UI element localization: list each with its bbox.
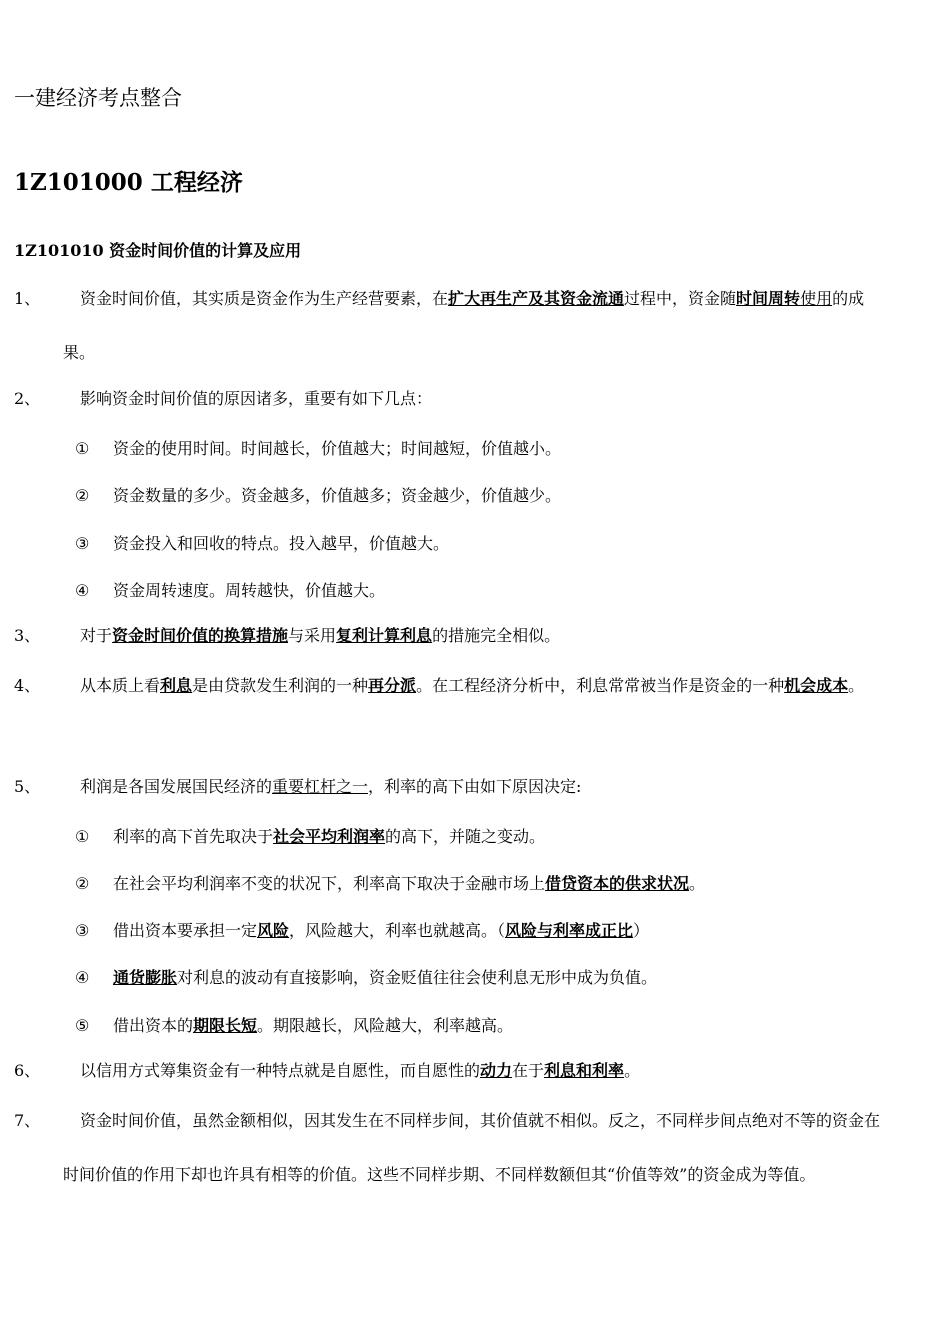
text-run: 资金的使用时间。时间越长，价值越大；时间越短，价值越小。 bbox=[113, 439, 562, 458]
text-run: 对利息的波动有直接影响，资金贬值往往会使利息无形中成为负值。 bbox=[177, 968, 658, 987]
sub-item-marker: ② bbox=[75, 874, 90, 893]
text-run: 影响资金时间价值的原因诸多，重要有如下几点： bbox=[80, 389, 433, 408]
text-run: 与采用 bbox=[288, 626, 337, 645]
item-number: 3、 bbox=[14, 626, 41, 645]
key-term: 通货膨胀 bbox=[113, 968, 178, 987]
sub-item bbox=[75, 919, 649, 943]
text-run: 利率的高下首先取决于 bbox=[113, 827, 274, 846]
list-item bbox=[14, 1044, 894, 1098]
sub-item-marker: ⑤ bbox=[75, 1016, 90, 1035]
key-term: 风险与利率成正比 bbox=[505, 921, 634, 940]
document-title: 一建经济考点整合 bbox=[14, 86, 182, 110]
sub-item bbox=[75, 825, 545, 849]
list-item bbox=[14, 272, 894, 380]
key-term: 使用 bbox=[800, 289, 833, 308]
item-number: 6、 bbox=[14, 1061, 41, 1080]
sub-item-marker: ③ bbox=[75, 534, 90, 553]
sub-item bbox=[75, 532, 449, 556]
item-number: 7、 bbox=[14, 1111, 41, 1130]
text-run: ，风险越大，利率也就越高。（ bbox=[289, 921, 506, 940]
item-number: 1、 bbox=[14, 289, 41, 308]
key-term: 重要杠杆之一 bbox=[272, 777, 369, 796]
text-run: 在于 bbox=[512, 1061, 545, 1080]
text-run: 利润是各国发展国民经济的 bbox=[80, 777, 273, 796]
item-text bbox=[14, 609, 894, 663]
text-run: 是由贷款发生利润的一种 bbox=[192, 676, 369, 695]
key-term: 动力 bbox=[480, 1061, 513, 1080]
key-term: 社会平均利润率 bbox=[273, 827, 386, 846]
text-run: 过程中，资金随 bbox=[624, 289, 737, 308]
key-term: 再分派 bbox=[368, 676, 417, 695]
text-run: ，利率的高下由如下原因决定: bbox=[368, 777, 582, 796]
sub-item-marker: ② bbox=[75, 486, 90, 505]
item-text bbox=[14, 1044, 894, 1098]
item-text bbox=[14, 372, 894, 426]
key-term: 借贷资本的供求状况 bbox=[545, 874, 690, 893]
sub-item bbox=[75, 966, 657, 990]
list-item bbox=[14, 659, 894, 713]
sub-item bbox=[75, 437, 561, 461]
text-run: 资金时间价值，其实质是资金作为生产经营要素，在 bbox=[80, 289, 449, 308]
item-text bbox=[14, 760, 894, 814]
key-term: 时间周转 bbox=[736, 289, 801, 308]
text-run: 的高下，并随之变动。 bbox=[385, 827, 546, 846]
text-run: 借出资本要承担一定 bbox=[113, 921, 258, 940]
chapter-heading: 1Z101000 工程经济 bbox=[14, 169, 243, 196]
item-text bbox=[14, 272, 894, 380]
text-run: 以信用方式筹集资金有一种特点就是自愿性，而自愿性的 bbox=[80, 1061, 481, 1080]
sub-item-marker: ③ bbox=[75, 921, 90, 940]
key-term: 风险 bbox=[257, 921, 290, 940]
key-term: 机会成本 bbox=[784, 676, 849, 695]
text-run: 资金周转速度。周转越快，价值越大。 bbox=[113, 581, 386, 600]
key-term: 扩大再生产及其资金流通 bbox=[448, 289, 625, 308]
text-run: 从本质上看 bbox=[80, 676, 161, 695]
item-text bbox=[14, 1094, 894, 1202]
sub-item bbox=[75, 1014, 513, 1038]
item-number: 5、 bbox=[14, 777, 41, 796]
item-number: 2、 bbox=[14, 389, 41, 408]
list-item bbox=[14, 760, 894, 814]
text-run: 资金数量的多少。资金越多，价值越多；资金越少，价值越少。 bbox=[113, 486, 562, 505]
text-run: 。期限越长，风险越大，利率越高。 bbox=[257, 1016, 514, 1035]
sub-item-marker: ① bbox=[75, 439, 90, 458]
text-run: 资金时间价值，虽然金额相似，因其发生在不同样步间，其价值就不相似。反之，不同样步间点绝对不等的资金在时间价值的作用下却也许具有相等的价值。这些不同样步期、不同样数额但其“价值等效”的资金成为等值。 bbox=[63, 1111, 881, 1184]
list-item bbox=[14, 609, 894, 663]
text-run: 资金投入和回收的特点。投入越早，价值越大。 bbox=[113, 534, 450, 553]
sub-item-marker: ④ bbox=[75, 581, 90, 600]
text-run: 借出资本的 bbox=[113, 1016, 194, 1035]
text-run: 的措施完全相似。 bbox=[432, 626, 561, 645]
list-item bbox=[14, 1094, 894, 1202]
sub-item-marker: ④ bbox=[75, 968, 90, 987]
text-run: 。 bbox=[624, 1061, 641, 1080]
key-term: 复利计算利息 bbox=[336, 626, 433, 645]
key-term: 资金时间价值的换算措施 bbox=[112, 626, 289, 645]
item-text bbox=[14, 659, 894, 713]
sub-item-marker: ① bbox=[75, 827, 90, 846]
text-run: 。在工程经济分析中，利息常常被当作是资金的一种 bbox=[416, 676, 785, 695]
text-run: ） bbox=[633, 921, 650, 940]
list-item bbox=[14, 372, 894, 426]
text-run: 在社会平均利润率不变的状况下，利率高下取决于金融市场上 bbox=[113, 874, 546, 893]
text-run: 的成果。 bbox=[63, 289, 865, 362]
key-term: 利息和利率 bbox=[544, 1061, 625, 1080]
text-run: 对于 bbox=[80, 626, 113, 645]
key-term: 利息 bbox=[160, 676, 193, 695]
section-heading: 1Z101010 资金时间价值的计算及应用 bbox=[14, 241, 302, 260]
sub-item bbox=[75, 579, 385, 603]
sub-item bbox=[75, 484, 561, 508]
text-run: 。 bbox=[848, 676, 865, 695]
key-term: 期限长短 bbox=[193, 1016, 258, 1035]
item-number: 4、 bbox=[14, 676, 41, 695]
text-run: 。 bbox=[689, 874, 706, 893]
sub-item bbox=[75, 872, 705, 896]
